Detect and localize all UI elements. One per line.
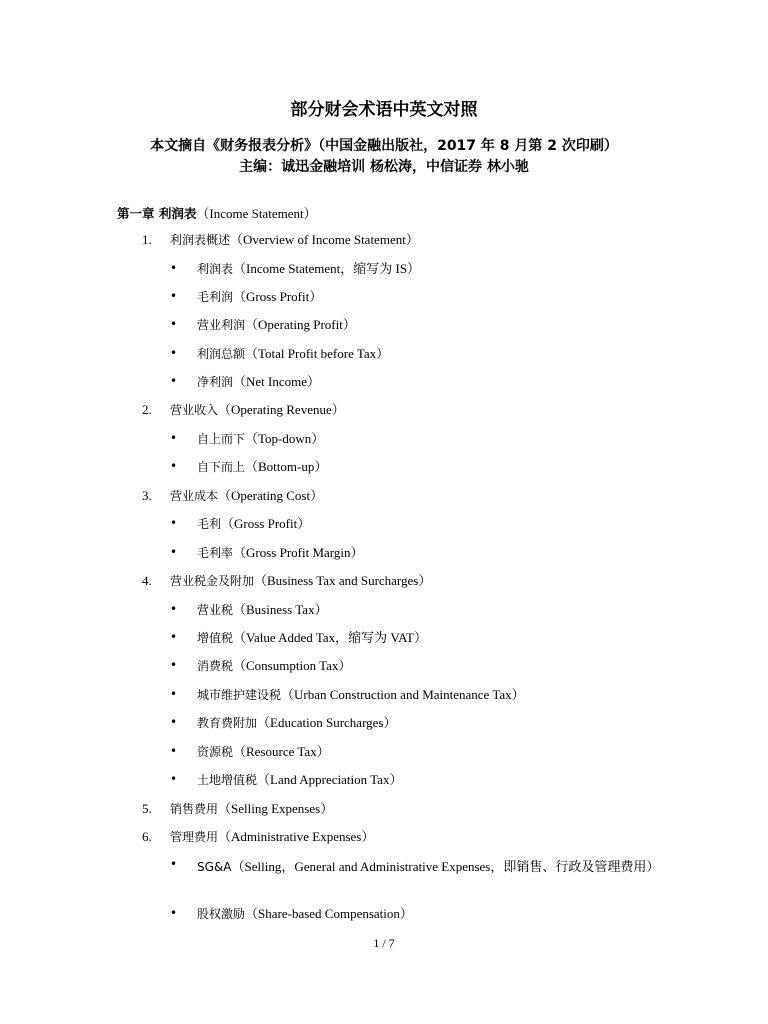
section-number: 2. [142,402,152,417]
section-heading [170,232,419,248]
term-item [197,317,356,333]
section-term-en: （Operating Cost） [218,488,324,503]
term-en: （Education Surcharges） [257,715,397,730]
term-zh: 股权激励 [197,907,246,921]
term-en: （Land Appreciation Tax） [257,772,403,787]
section-heading [170,829,374,845]
term-en: （Top-down） [245,431,325,446]
bullet-icon: • [170,346,178,360]
term-item [197,545,364,561]
bullet-icon: • [170,431,178,445]
term-zh: 教育费附加 [197,716,258,730]
term-zh: 净利润 [197,375,234,389]
chapter-heading [117,203,317,222]
term-zh: 毛利 [197,517,222,531]
term-item [197,630,427,646]
term-item [197,602,328,618]
section-term-zh: 营业收入 [170,403,219,417]
section-term-en: （Business Tax and Surcharges） [254,573,432,588]
bullet-icon: • [170,516,178,530]
term-item [197,431,324,447]
term-item [197,658,351,674]
bullet-icon: • [170,658,178,672]
section-term-zh: 管理费用 [170,830,219,844]
section-number: 4. [142,573,152,588]
term-item [197,289,322,305]
source-line: 本文摘自《财务报表分析》（中国金融出版社，2017 年 8 月第 2 次印刷） [150,138,618,154]
section-heading [170,488,323,504]
bullet-icon: • [170,317,178,331]
page-number: 1 / 7 [373,936,395,950]
term-en: （Net Income） [233,374,321,389]
bullet-icon: • [170,687,178,701]
term-en: （Consumption Tax） [233,658,352,673]
section-number: 5. [142,801,152,816]
bullet-icon: • [170,374,178,388]
term-item [197,772,402,788]
term-en: （Total Profit before Tax） [245,346,390,361]
term-item [197,687,525,703]
term-item [197,346,389,362]
term-zh: 增值税 [197,631,234,645]
term-en: （Gross Profit） [233,289,323,304]
term-zh: 毛利润 [197,290,234,304]
term-zh: 自上而下 [197,432,246,446]
bullet-icon: • [170,630,178,644]
term-zh: SG&A [197,860,232,874]
term-en: （Income Statement，缩写为 IS） [233,261,421,276]
term-zh: 消费税 [197,659,234,673]
term-en: （Operating Profit） [245,317,356,332]
term-zh: 自下而上 [197,460,246,474]
document-title: 部分财会术语中英文对照 [290,100,478,120]
term-item [197,857,667,877]
term-en: （Selling，General and Administrative Expenses，即销售、行政及管理费用） [231,859,660,874]
section-number: 6. [142,829,152,844]
bullet-icon: • [170,715,178,729]
section-heading [170,573,431,589]
chapter-title-zh: 第一章 利润表 [117,206,197,221]
section-term-zh: 营业税金及附加 [170,574,255,588]
bullet-icon: • [170,545,178,559]
section-term-zh: 销售费用 [170,802,219,816]
bullet-icon: • [170,459,178,473]
section-term-en: （Overview of Income Statement） [230,232,419,247]
term-zh: 毛利率 [197,546,234,560]
term-en: （Value Added Tax，缩写为 VAT） [233,630,427,645]
term-item [197,516,310,532]
term-item [197,715,397,731]
term-en: （Resource Tax） [233,744,330,759]
term-item [197,261,420,277]
section-number: 3. [142,488,152,503]
term-zh: 资源税 [197,745,234,759]
term-en: （Business Tax） [233,602,328,617]
term-zh: 利润总额 [197,347,246,361]
term-item [197,459,327,475]
term-en: （Urban Construction and Maintenance Tax） [281,687,525,702]
term-zh: 利润表 [197,262,234,276]
term-zh: 城市维护建设税 [197,688,282,702]
section-number: 1. [142,232,152,247]
chapter-title-en: （Income Statement） [196,206,317,221]
section-term-en: （Selling Expenses） [218,801,334,816]
term-en: （Share-based Compensation） [245,906,413,921]
term-item [197,744,330,760]
section-term-en: （Operating Revenue） [218,402,345,417]
section-heading [170,402,345,418]
section-term-zh: 利润表概述 [170,233,231,247]
term-zh: 营业利润 [197,318,246,332]
bullet-icon: • [170,744,178,758]
bullet-icon: • [170,857,178,871]
term-zh: 营业税 [197,603,234,617]
bullet-icon: • [170,772,178,786]
bullet-icon: • [170,906,178,920]
term-en: （Gross Profit Margin） [233,545,364,560]
editors-line: 主编：诚迅金融培训 杨松涛，中信证券 林小驰 [239,159,529,175]
section-term-zh: 营业成本 [170,489,219,503]
bullet-icon: • [170,289,178,303]
term-item [197,906,413,922]
section-term-en: （Administrative Expenses） [218,829,375,844]
bullet-icon: • [170,602,178,616]
term-zh: 土地增值税 [197,773,258,787]
bullet-icon: • [170,261,178,275]
section-heading [170,801,333,817]
term-item [197,374,320,390]
term-en: （Bottom-up） [245,459,328,474]
term-en: （Gross Profit） [221,516,311,531]
